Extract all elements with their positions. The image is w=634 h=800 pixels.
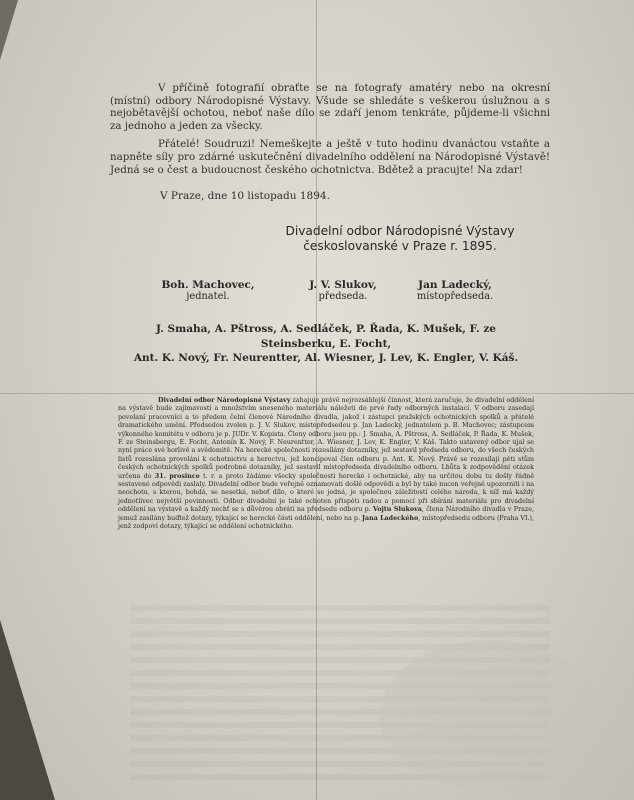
dateline: V Praze, dne 10 listopadu 1894. bbox=[160, 190, 330, 202]
officer-role: jednatel. bbox=[186, 291, 230, 302]
officer-vice-chairman bbox=[395, 279, 515, 303]
fine-print-notice bbox=[118, 397, 534, 532]
officer-name: Jan Ladecký, bbox=[418, 279, 492, 291]
paper-stain bbox=[380, 640, 600, 790]
fine-print-name-slukov: Vojtu Slukova bbox=[372, 506, 422, 514]
fine-print-deadline: 31. prosince bbox=[154, 472, 200, 480]
intro-paragraph-appeal: Přátelé! Soudruzi! Nemeškejte a ještě v tuto hodinu dvanáctou vstaňte a napněte síly pro zdárné uskutečnění divadelního oddělení na Národopisné Výstavě! Jedná se o čest a budoucnost českého ochotnictva. Bdětež a pracujte! Na zdar! bbox=[110, 138, 550, 176]
officer-secretary bbox=[148, 279, 268, 303]
committee-heading-line-1: Divadelní odbor Národopisné Výstavy bbox=[285, 224, 515, 238]
dark-corner bbox=[0, 620, 55, 800]
fine-print-part-2: t. r. a proto žádáme všecky společnosti herecké i ochotnické, aby na určitou dobu tu došly řádně sestavené odpovědi zaslaly. Divadelní odbor bude veřejně oznamovati došlé odpovědi a byl by také nucen veřejně upozorniti i na neochotu, s kterou, bohdá, se nesetká, neboť dílo, o které se jedná, je společnou záležitostí celého národa, k níž má každý jednotlivec největší povinnosti. Odbor divadelní je také ochoten přispěti radou a pomocí při sbírání materiálu pro divadelní oddělení na výstavě a každý nechť se s důvěrou obrátí na předsedu odboru p. bbox=[118, 472, 534, 514]
officer-name: Boh. Machovec, bbox=[161, 279, 255, 291]
intro-paragraph-photographs: V příčině fotografií obraťte se na fotografy amatéry nebo na okresní (místní) odbory Národopisné Výstavy. Všude se shledáte s veškerou úslužnou a s nejobětavější ochotou, neboť naše dílo se zdaří jenom tenkráte, půjdeme-li všichni za jednoho a jeden za všecky. bbox=[110, 82, 550, 132]
committee-heading-line-2: českoslovanské v Praze r. 1895. bbox=[303, 239, 497, 253]
fine-print-lead: Divadelní odbor Národopisné Výstavy bbox=[158, 397, 291, 404]
fine-print-part-4: , místopředsedu odboru (Praha VI.), jenž zodpoví dotazy, týkající se oddělení ochotnického. bbox=[118, 514, 534, 531]
fine-print-name-ladecky: Jana Ladeckého bbox=[362, 514, 419, 522]
intro-text bbox=[110, 82, 550, 182]
horizontal-fold-line bbox=[0, 393, 634, 394]
committee-members bbox=[118, 322, 534, 366]
fine-print-part-1: zahajuje právě nejrozsáhlejší činnost, která zaručuje, že divadelní oddělení na výstavě bude zajímavostí a množstvím sneseného materiálu náležeti do prvé řady odborných instalací. V odboru zasedají povolaní pracovníci a to předem čelní členové Národního divadla, jakož i zástupci pražských ochotnických spolků a přátelé dramatického umění. Předsedou zvolen p. J. V. Slukov, místopředsedou p. Jan Ladecký, jednatelem p. B. Machovec; zástupcem výkonného komitétu v odboru je p. JUDr. V. Kopista. Členy odboru jsou pp.: J. Smaha, A. Pštross, A. Sedláček, P. Řada, K. Mušek, F. ze Steinsbergu, E. Focht, Antonín K. Nový, F. Neurentter, A. Wiesner, J. Lev, K. Engler, V. Káš. Takto ustavený odbor ujal se nyní práce své horlivě a svědomitě. Na herecké společnosti rozesílány dotazníky, jež sestavil předseda odboru, do všech českých listů rozeslána provolání k ochotnictvu a herectvu, jež koncipoval člen odboru p. Ant. K. Nový. Právě se rozesílají pěti stům českých ochotnických spolků podrobné dotazníky, jež sestavil místopředseda divadelního odboru. Lhůta k zodpovědění otázek určena do bbox=[118, 397, 534, 480]
paper-edge-shadow bbox=[0, 0, 18, 60]
members-line-2: Ant. K. Nový, Fr. Neurentter, Al. Wiesner, J. Lev, K. Engler, V. Káš. bbox=[133, 352, 519, 364]
fine-print-part-3: , člena Národního divadla v Praze, jemuž zasílány buďtež dotazy, týkající se herecké části oddělení, nebo na p. bbox=[118, 506, 534, 522]
officer-role: místopředseda. bbox=[416, 291, 494, 302]
officer-chairman bbox=[283, 279, 403, 303]
officer-name: J. V. Slukov, bbox=[309, 279, 377, 291]
officer-role: předseda. bbox=[318, 291, 368, 302]
committee-heading bbox=[270, 224, 530, 254]
members-line-1: J. Smaha, A. Pštross, A. Sedláček, P. Řada, K. Mušek, F. ze Steinsberku, E. Focht, bbox=[156, 323, 496, 350]
